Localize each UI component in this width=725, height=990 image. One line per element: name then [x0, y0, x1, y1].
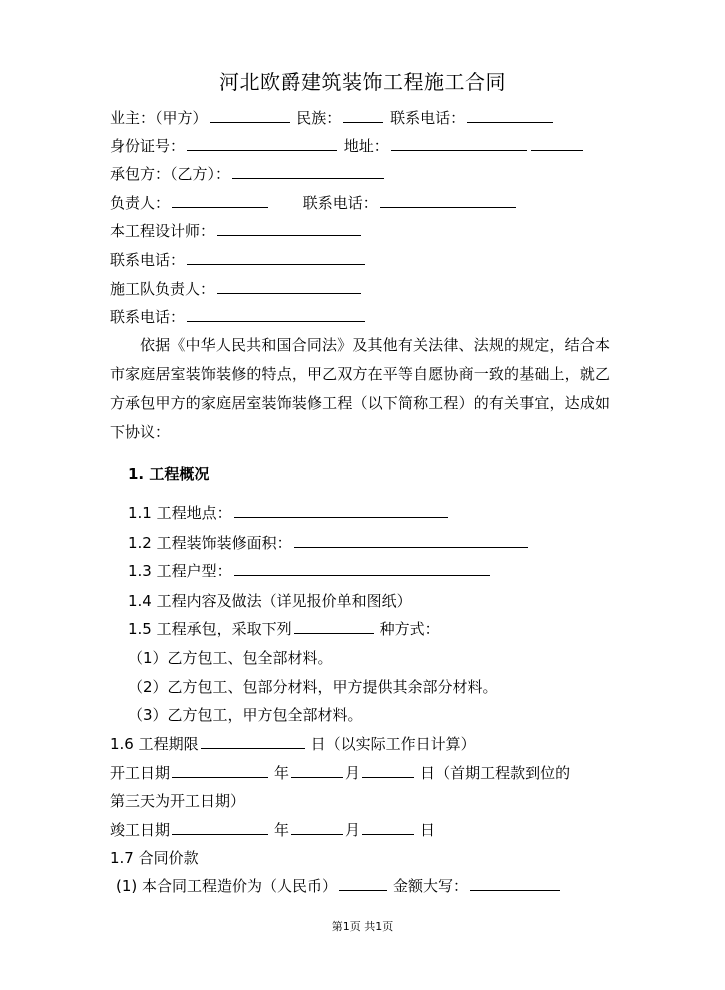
item-1-6-suffix: 日（以实际工作日计算）	[310, 735, 476, 753]
item-1-7: 1.7 合同价款	[110, 849, 199, 867]
method-blank[interactable]	[294, 619, 374, 634]
person-blank[interactable]	[172, 193, 268, 208]
contractor-blank[interactable]	[232, 164, 384, 179]
start-date-label: 开工日期	[110, 764, 171, 782]
price-blank[interactable]	[339, 876, 387, 891]
contractor-label: 承包方：（乙方）：	[110, 165, 231, 183]
item-1-3	[128, 561, 492, 581]
team-leader-label: 施工队负责人：	[110, 280, 216, 298]
phone-label: 联系电话：	[110, 308, 186, 326]
item-1-5	[128, 619, 440, 639]
layout-blank[interactable]	[234, 561, 490, 576]
day-label: 日	[420, 821, 436, 839]
team-phone-line	[110, 307, 367, 327]
option-1: （1）乙方包工、包全部材料。	[128, 649, 333, 667]
amount-words-label: 金额大写：	[393, 877, 469, 895]
month-label: 月	[345, 764, 361, 782]
year-label: 年	[274, 764, 290, 782]
start-note-line: 第三天为开工日期）	[110, 792, 246, 810]
item-1-3-label: 1.3 工程户型：	[128, 562, 232, 580]
phone-label: 联系电话：	[390, 109, 466, 127]
start-year-blank[interactable]	[172, 763, 268, 778]
person-phone-blank[interactable]	[380, 193, 516, 208]
designer-phone-blank[interactable]	[187, 250, 365, 265]
ethnicity-label: 民族：	[296, 109, 342, 127]
option-3: （3）乙方包工，甲方包全部材料。	[128, 706, 363, 724]
duration-blank[interactable]	[201, 734, 305, 749]
id-label: 身份证号：	[110, 137, 186, 155]
price-line	[116, 876, 562, 896]
page-footer: 第1页 共1页	[331, 920, 394, 933]
end-day-blank[interactable]	[362, 820, 414, 835]
site-blank[interactable]	[234, 503, 448, 518]
end-date-line	[110, 820, 435, 840]
team-leader-line	[110, 279, 363, 299]
item-1-5-suffix: 种方式：	[379, 620, 440, 638]
team-phone-blank[interactable]	[187, 307, 365, 322]
owner-blank[interactable]	[210, 108, 290, 123]
start-date-line	[110, 763, 570, 783]
person-label: 负责人：	[110, 194, 171, 212]
address-blank-1[interactable]	[391, 136, 527, 151]
end-month-blank[interactable]	[291, 820, 343, 835]
address-blank-2[interactable]	[531, 136, 583, 151]
month-label: 月	[345, 821, 361, 839]
id-line	[110, 136, 585, 156]
area-blank[interactable]	[294, 533, 528, 548]
team-leader-blank[interactable]	[217, 279, 361, 294]
item-1-2	[128, 533, 530, 553]
designer-blank[interactable]	[217, 221, 361, 236]
designer-line	[110, 221, 363, 241]
end-date-label: 竣工日期	[110, 821, 171, 839]
owner-label: 业主：（甲方）	[110, 109, 208, 127]
item-1-6-label: 1.6 工程期限	[110, 735, 199, 753]
intro-paragraph: 依据《中华人民共和国合同法》及其他有关法律、法规的规定，结合本市家庭居室装饰装修的特点，甲乙双方在平等自愿协商一致的基础上，就乙方承包甲方的家庭居室装饰装修工程（以下简称工程）的有关事宜，达成如下协议：	[110, 336, 610, 441]
id-blank[interactable]	[187, 136, 337, 151]
section-heading: 1. 工程概况	[128, 465, 210, 483]
address-label: 地址：	[343, 137, 389, 155]
day-label: 日	[420, 764, 436, 782]
item-1-2-label: 1.2 工程装饰装修面积：	[128, 534, 292, 552]
item-1-4: 1.4 工程内容及做法（详见报价单和图纸）	[128, 592, 412, 610]
start-note: （首期工程款到位的	[435, 764, 571, 782]
person-line	[110, 193, 518, 213]
item-1-5-label: 1.5 工程承包，采取下列	[128, 620, 292, 638]
document-title: 河北欧爵建筑装饰工程施工合同	[219, 70, 506, 94]
start-month-blank[interactable]	[291, 763, 343, 778]
phone-label: 联系电话：	[302, 194, 378, 212]
owner-line	[110, 108, 555, 128]
item-1-1-label: 1.1 工程地点：	[128, 504, 232, 522]
start-day-blank[interactable]	[362, 763, 414, 778]
option-2: （2）乙方包工、包部分材料，甲方提供其余部分材料。	[128, 678, 498, 696]
ethnicity-blank[interactable]	[343, 108, 383, 123]
contractor-line	[110, 164, 386, 184]
owner-phone-blank[interactable]	[467, 108, 553, 123]
end-year-blank[interactable]	[172, 820, 268, 835]
amount-words-blank[interactable]	[470, 876, 560, 891]
year-label: 年	[274, 821, 290, 839]
designer-label: 本工程设计师：	[110, 222, 216, 240]
designer-phone-line	[110, 250, 367, 270]
phone-label: 联系电话：	[110, 251, 186, 269]
item-1-6	[110, 734, 476, 754]
price-label: (1) 本合同工程造价为（人民币）	[116, 877, 338, 895]
item-1-1	[128, 503, 450, 523]
